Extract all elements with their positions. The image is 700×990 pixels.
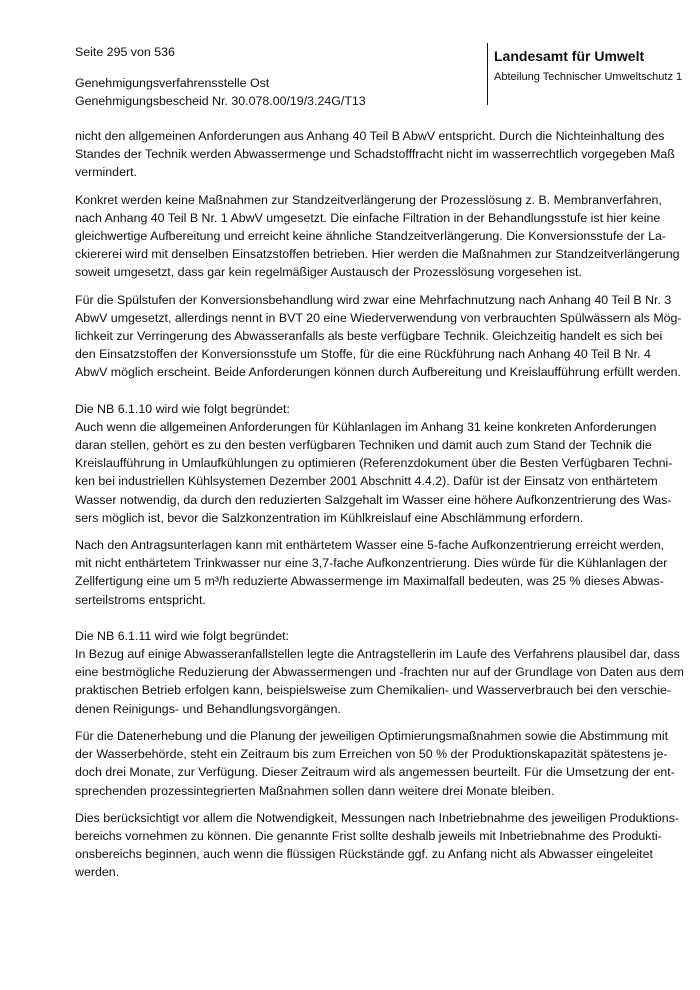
text-line: Wasser notwendig, da durch den reduzierten Salzgehalt im Wasser eine höhere Aufkonzentrierung des Was-	[75, 492, 672, 507]
page-number: Seite 295 von 536	[75, 45, 175, 59]
text-line: AbwV umgesetzt, allerdings nennt in BVT 20 eine Wiederverwendung von verbrauchten Spülwässern als Mög-	[75, 310, 682, 325]
text-line: Die NB 6.1.11 wird wie folgt begründet:	[75, 628, 289, 643]
text-line: doch drei Monate, zur Verfügung. Dieser Zeitraum wird als angemessen beurteilt. Für die Umsetzung der ent-	[75, 765, 675, 780]
text-line: ken bei industriellen Kühlsystemen Dezember 2001 Abschnitt 4.4.2). Dafür ist der Einsatz von enthärtetem	[75, 474, 658, 489]
text-line: In Bezug auf einige Abwasseranfallstellen legte die Antragstellerin im Laufe des Verfahrens plausibel dar, dass	[75, 647, 680, 662]
text-line: serteilstroms entspricht.	[75, 592, 206, 607]
text-line: Kreislaufführung in Umlaufkühlungen zu optimieren (Referenzdokument über die Besten Verfügbaren Techni-	[75, 456, 673, 471]
text-line: ckiererei wird mit denselben Einsatzstoffen betrieben. Hier werden die Maßnahmen zur Standzeitverlängerung	[75, 247, 680, 262]
text-line: Standes der Technik werden Abwassermenge und Schadstofffracht nicht im wasserrechtlich vorgegeben Maß	[75, 147, 675, 162]
department-name: Abteilung Technischer Umweltschutz 1	[494, 71, 683, 83]
text-line: vermindert.	[75, 165, 137, 180]
office-name: Genehmigungsverfahrensstelle Ost	[75, 76, 270, 90]
text-line: lichkeit zur Verringerung des Abwasseranfalls als beste verfügbare Technik. Gleichzeitig handelt es sich bei	[75, 329, 663, 344]
text-line: eine bestmögliche Reduzierung der Abwassermengen und -frachten nur auf der Grundlage von Daten aus dem	[75, 665, 684, 680]
text-line: onsbereichs beginnen, auch wenn die flüssigen Rückstände ggf. zu Anfang nicht als Abwasser eingeleitet	[75, 847, 653, 862]
text-line: Nach den Antragsunterlagen kann mit enthärtetem Wasser eine 5-fache Aufkonzentrierung erreicht werden,	[75, 538, 665, 553]
text-line: Auch wenn die allgemeinen Anforderungen für Kühlanlagen im Anhang 31 keine konkreten Anforderungen	[75, 419, 657, 434]
text-line: sprechenden prozessintegrierten Maßnahmen sollen dann weitere drei Monate bleiben.	[75, 783, 555, 798]
paragraph	[75, 291, 682, 382]
authority-name: Landesamt für Umwelt	[494, 48, 645, 64]
text-line: Dies berücksichtigt vor allem die Notwendigkeit, Messungen nach Inbetriebnahme des jeweiligen Produktions-	[75, 810, 680, 825]
text-line: AbwV möglich erscheint. Beide Anforderungen können durch Aufbereitung und Kreislaufführung erfüllt werden.	[75, 365, 681, 380]
text-line: werden.	[75, 865, 120, 880]
section-heading	[75, 627, 628, 645]
text-line: bereichs vornehmen zu können. Die genannte Frist sollte deshalb jeweils mit Inbetriebnahme des Produkti-	[75, 828, 662, 843]
decision-number: Genehmigungsbescheid Nr. 30.078.00/19/3.24G/T13	[75, 94, 366, 108]
text-line: sers möglich ist, bevor die Salzkonzentration im Kühlkreislauf eine Abschlämmung erfordern.	[75, 510, 584, 525]
text-line: nach Anhang 40 Teil B Nr. 1 AbwV umgesetzt. Die einfache Filtration in der Behandlungsstufe ist hier keine	[75, 210, 661, 225]
paragraph	[75, 127, 675, 182]
paragraph	[75, 645, 684, 718]
text-line: daran stellen, gehört es zu den besten verfügbaren Techniken und damit auch zum Stand der Technik die	[75, 438, 652, 453]
text-line: praktischen Betrieb erfolgen kann, beispielsweise zum Chemikalien- und Wasserverbrauch bei den verschie-	[75, 683, 671, 698]
text-line: denen Reinigungs- und Behandlungsvorgängen.	[75, 701, 341, 716]
text-line: Zellfertigung eine um 5 m³/h reduzierte Abwassermenge im Maximalfall bedeuten, was 25 % dieses Abwas-	[75, 574, 664, 589]
document-body	[75, 127, 684, 891]
text-line: mit nicht enthärtetem Trinkwasser nur eine 3,7-fache Aufkonzentrierung. Dies würde für die Kühlanlagen der	[75, 556, 668, 571]
text-line: Die NB 6.1.10 wird wie folgt begründet:	[75, 401, 290, 416]
text-line: Für die Datenerhebung und die Planung der jeweiligen Optimierungsmaßnahmen sowie die Abstimmung mit	[75, 728, 669, 743]
header-right	[494, 47, 682, 84]
header-left	[75, 43, 366, 110]
text-line: nicht den allgemeinen Anforderungen aus Anhang 40 Teil B AbwV entspricht. Durch die Nichteinhaltung des	[75, 129, 665, 143]
paragraph	[75, 536, 668, 609]
text-line: der Wasserbehörde, steht ein Zeitraum bis zum Erreichen von 50 % der Produktionskapazität spätestens je-	[75, 747, 668, 762]
header-divider	[487, 43, 488, 105]
text-line: Konkret werden keine Maßnahmen zur Standzeitverlängerung der Prozesslösung z. B. Membranverfahren,	[75, 192, 662, 207]
section-heading	[75, 400, 628, 418]
text-line: Für die Spülstufen der Konversionsbehandlung wird zwar eine Mehrfachnutzung nach Anhang 40 Teil B Nr. 3	[75, 292, 672, 307]
paragraph	[75, 418, 673, 527]
text-line: den Einsatzstoffen der Konversionsstufe um Stoffe, für die eine Rückführung nach Anhang 40 Teil B Nr. 4	[75, 347, 651, 362]
paragraph	[75, 809, 680, 882]
paragraph	[75, 191, 680, 282]
text-line: gleichwertige Aufbereitung und erreicht keine ähnliche Standzeitverlängerung. Die Konversionsstufe der La-	[75, 229, 666, 244]
text-line: soweit umgesetzt, dass gar kein regelmäßiger Austausch der Prozesslösung vorgesehen ist.	[75, 265, 582, 280]
paragraph	[75, 727, 675, 800]
